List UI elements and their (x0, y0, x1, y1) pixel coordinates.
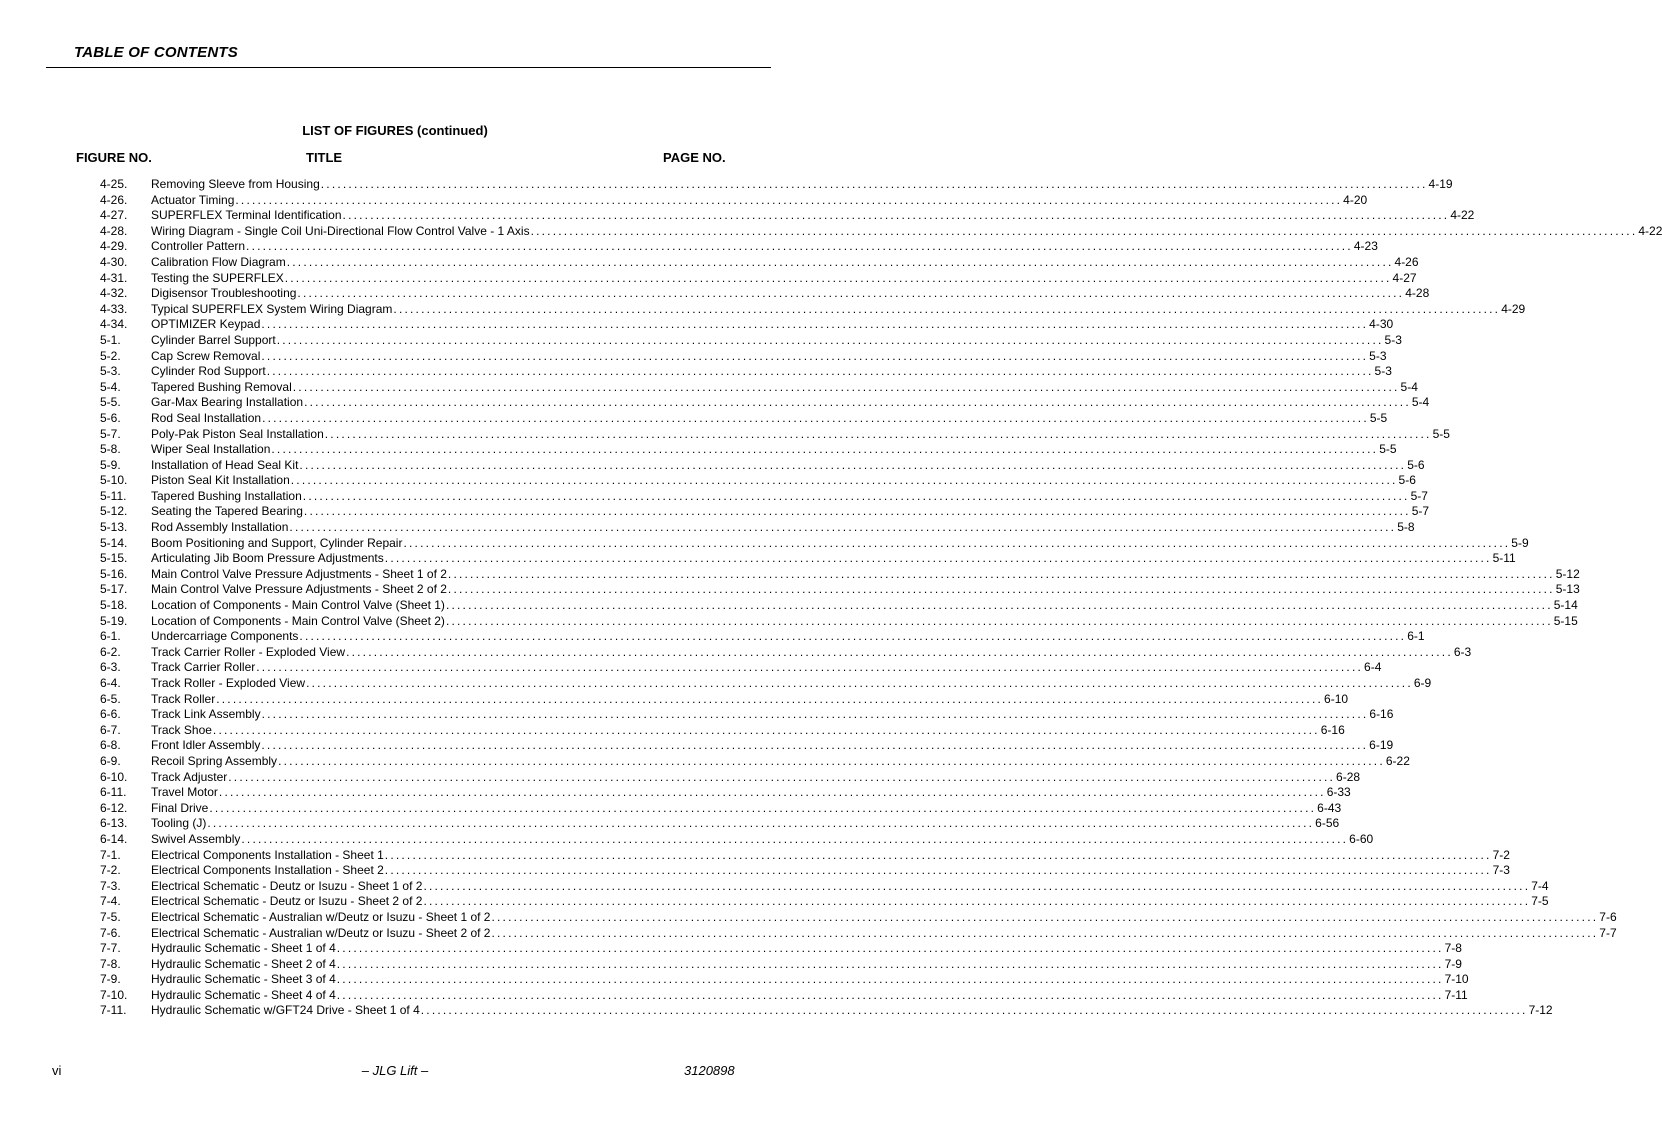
figure-entry[interactable] (100, 317, 1394, 333)
dot-leader: ........................................................................................................................................................................................................ (261, 707, 1369, 722)
figure-title: Cap Screw Removal (151, 348, 261, 363)
dot-leader: ........................................................................................................................................................................................................ (207, 816, 1315, 831)
figure-title: Hydraulic Schematic - Sheet 1 of 4 (151, 941, 336, 956)
figure-title: Typical SUPERFLEX System Wiring Diagram (151, 301, 393, 316)
figure-title: Poly-Pak Piston Seal Installation (151, 426, 324, 441)
page-header-title: TABLE OF CONTENTS (74, 44, 238, 61)
figure-number: 4-31. (100, 270, 128, 285)
figure-number: 4-30. (100, 254, 128, 269)
figure-page: 4-20 (1343, 192, 1368, 207)
figure-entry[interactable] (100, 286, 1430, 302)
figure-page: 4-19 (1428, 177, 1453, 191)
dot-leader: ........................................................................................................................................................................................................ (212, 722, 1320, 737)
header-divider (46, 67, 771, 68)
figure-number: 5-12. (100, 504, 128, 519)
dot-leader: ........................................................................................................................................................................................................ (445, 613, 1553, 628)
figure-number: 6-10. (100, 769, 128, 784)
figure-page: 5-4 (1400, 379, 1418, 394)
figure-title: Tooling (J) (151, 816, 207, 831)
figure-page: 5-6 (1398, 473, 1416, 488)
figure-page: 6-3 (1453, 644, 1472, 659)
dot-leader: ........................................................................................................................................................................................................ (491, 925, 1599, 940)
figure-entry[interactable] (100, 613, 1578, 630)
figure-title: Electrical Components Installation - Sheet 2 (151, 863, 384, 878)
figure-title: Track Shoe (151, 722, 212, 737)
figure-page: 5-3 (1384, 332, 1402, 347)
figure-entry[interactable] (100, 816, 1340, 832)
figure-title: Electrical Schematic - Deutz or Isuzu - Sheet 1 of 2 (151, 878, 423, 893)
figure-page: 4-22 (1450, 208, 1475, 223)
dot-leader: ........................................................................................................................................................................................................ (342, 208, 1450, 223)
dot-leader: ........................................................................................................................................................................................................ (271, 442, 1379, 457)
column-header-page: PAGE NO. (663, 150, 726, 165)
dot-leader: ........................................................................................................................................................................................................ (209, 800, 1317, 815)
figure-page: 7-2 (1492, 847, 1510, 862)
figure-title: Electrical Schematic - Deutz or Isuzu - Sheet 2 of 2 (151, 894, 423, 909)
dot-leader: ........................................................................................................................................................................................................ (423, 878, 1531, 893)
figure-title: Rod Assembly Installation (151, 520, 289, 535)
figure-number: 6-13. (100, 816, 128, 831)
figure-entry[interactable] (100, 925, 1617, 942)
figure-number: 4-34. (100, 317, 128, 332)
dot-leader: ........................................................................................................................................................................................................ (336, 941, 1444, 956)
figure-page: 6-33 (1326, 785, 1351, 800)
figure-entry[interactable] (100, 254, 1419, 271)
footer-document-number: 3120898 (684, 1063, 735, 1078)
figure-title: Electrical Schematic - Australian w/Deutz or Isuzu - Sheet 2 of 2 (151, 925, 491, 940)
dot-leader: ........................................................................................................................................................................................................ (235, 192, 1343, 207)
figure-page: 6-28 (1336, 769, 1361, 784)
dot-leader: ........................................................................................................................................................................................................ (384, 863, 1492, 878)
dot-leader: ........................................................................................................................................................................................................ (241, 831, 1349, 846)
figure-page: 6-1 (1407, 629, 1425, 644)
figure-entry[interactable] (100, 738, 1394, 754)
figure-number: 4-33. (100, 301, 128, 316)
dot-leader: ........................................................................................................................................................................................................ (284, 270, 1392, 285)
figure-entry[interactable] (100, 598, 1578, 614)
dot-leader: ........................................................................................................................................................................................................ (530, 223, 1638, 238)
dot-leader: ........................................................................................................................................................................................................ (324, 426, 1432, 441)
figure-title: Swivel Assembly (151, 831, 241, 846)
dot-leader: ........................................................................................................................................................................................................ (266, 364, 1374, 379)
dot-leader: ........................................................................................................................................................................................................ (304, 395, 1411, 410)
figure-page: 7-11 (1444, 987, 1468, 1002)
figure-title: Hydraulic Schematic - Sheet 4 of 4 (151, 987, 336, 1002)
figure-page: 7-10 (1444, 972, 1469, 987)
figure-page: 5-14 (1553, 598, 1578, 613)
figure-title: Tapered Bushing Installation (151, 488, 302, 503)
figure-title: Hydraulic Schematic w/GFT24 Drive - Sheet 1 of 4 (151, 1003, 420, 1018)
figure-title: Calibration Flow Diagram (151, 254, 286, 269)
figure-title: Main Control Valve Pressure Adjustments - Sheet 2 of 2 (151, 582, 447, 597)
dot-leader: ........................................................................................................................................................................................................ (261, 348, 1369, 363)
figure-page: 4-29 (1501, 301, 1526, 316)
figure-title: Recoil Spring Assembly (151, 753, 278, 768)
figure-entry[interactable] (100, 442, 1397, 458)
figure-title: Controller Pattern (151, 239, 246, 254)
figure-title: Track Adjuster (151, 769, 228, 784)
figure-number: 6-4. (100, 676, 121, 690)
figure-title: Hydraulic Schematic - Sheet 2 of 4 (151, 956, 336, 971)
dot-leader: ........................................................................................................................................................................................................ (303, 504, 1411, 519)
dot-leader: ........................................................................................................................................................................................................ (290, 473, 1398, 488)
dot-leader: ........................................................................................................................................................................................................ (420, 1003, 1528, 1018)
figure-entry[interactable] (100, 800, 1342, 817)
figure-number: 5-10. (100, 473, 128, 488)
figure-page: 5-6 (1407, 457, 1425, 472)
figure-number: 5-16. (100, 566, 128, 581)
figure-entry[interactable] (100, 707, 1394, 723)
figure-entry[interactable] (100, 395, 1430, 411)
figure-entry[interactable] (100, 566, 1580, 583)
figure-page: 4-23 (1353, 239, 1378, 254)
figure-title: Piston Seal Kit Installation (151, 473, 290, 488)
figure-number: 5-17. (100, 582, 128, 597)
figure-entry[interactable] (100, 223, 1662, 240)
figure-entry[interactable] (100, 769, 1361, 786)
figure-entry[interactable] (100, 208, 1475, 224)
figure-entry[interactable] (100, 301, 1526, 318)
dot-leader: ........................................................................................................................................................................................................ (261, 317, 1369, 332)
figure-entry[interactable] (100, 348, 1387, 365)
dot-leader: ........................................................................................................................................................................................................ (292, 379, 1400, 394)
figure-number: 7-9. (100, 972, 121, 987)
figure-number: 6-1. (100, 629, 121, 644)
figure-entry[interactable] (100, 941, 1462, 957)
figure-title: Electrical Components Installation - Sheet 1 (151, 847, 384, 862)
figure-entry[interactable] (100, 847, 1510, 864)
figure-number: 6-14. (100, 831, 128, 846)
dot-leader: ........................................................................................................................................................................................................ (228, 769, 1336, 784)
figure-page: 5-15 (1553, 613, 1578, 628)
figure-page: 5-3 (1374, 364, 1392, 379)
figure-page: 4-28 (1405, 286, 1430, 301)
figure-title: Wiring Diagram - Single Coil Uni-Directional Flow Control Valve - 1 Axis (151, 223, 530, 238)
figure-title: Track Carrier Roller - Exploded View (151, 644, 346, 659)
figure-entry[interactable] (100, 488, 1428, 505)
figure-number: 6-2. (100, 644, 121, 659)
figure-entry[interactable] (100, 660, 1382, 676)
figure-number: 7-4. (100, 894, 121, 909)
figure-number: 5-9. (100, 457, 121, 472)
figure-number: 5-7. (100, 426, 121, 441)
dot-leader: ........................................................................................................................................................................................................ (286, 254, 1394, 269)
dot-leader: ........................................................................................................................................................................................................ (276, 332, 1384, 347)
dot-leader: ........................................................................................................................................................................................................ (297, 286, 1405, 301)
figure-title: Actuator Timing (151, 192, 235, 207)
figure-number: 5-4. (100, 379, 121, 394)
figure-entry[interactable] (100, 676, 1432, 692)
list-title: LIST OF FIGURES (continued) (302, 123, 488, 138)
figure-title: Seating the Tapered Bearing (151, 504, 303, 519)
figure-entry[interactable] (100, 894, 1549, 910)
figure-entry[interactable] (100, 379, 1418, 396)
figure-page: 5-5 (1369, 410, 1388, 425)
figure-title: Gar-Max Bearing Installation (151, 395, 304, 410)
dot-leader: ........................................................................................................................................................................................................ (447, 566, 1555, 581)
figure-number: 6-7. (100, 722, 121, 737)
dot-leader: ........................................................................................................................................................................................................ (218, 785, 1326, 800)
figure-entry[interactable] (100, 504, 1430, 520)
figure-entry[interactable] (100, 239, 1378, 255)
figure-number: 5-19. (100, 613, 128, 628)
figure-page: 7-4 (1531, 878, 1549, 893)
figure-page: 6-9 (1413, 676, 1432, 690)
figure-number: 5-18. (100, 598, 128, 613)
figure-number: 4-26. (100, 192, 128, 207)
dot-leader: ........................................................................................................................................................................................................ (384, 847, 1492, 862)
figure-page: 6-19 (1369, 738, 1394, 753)
figure-number: 5-13. (100, 520, 128, 535)
dot-leader: ........................................................................................................................................................................................................ (261, 738, 1369, 753)
figure-entry[interactable] (100, 457, 1425, 474)
figure-page: 6-60 (1349, 831, 1374, 846)
footer-page-number: vi (52, 1063, 62, 1078)
figure-title: Front Idler Assembly (151, 738, 261, 753)
figure-number: 5-6. (100, 410, 121, 425)
figure-title: Rod Seal Installation (151, 410, 262, 425)
figure-page: 4-22 (1638, 223, 1662, 238)
figure-number: 5-11. (100, 488, 127, 503)
figure-number: 4-27. (100, 208, 128, 223)
figure-title: SUPERFLEX Terminal Identification (151, 208, 342, 223)
figure-page: 6-10 (1324, 691, 1349, 706)
figure-title: Cylinder Rod Support (151, 364, 266, 379)
figure-page: 4-30 (1369, 317, 1394, 332)
figure-title: Boom Positioning and Support, Cylinder Repair (151, 535, 403, 550)
figure-page: 7-6 (1599, 909, 1617, 924)
figure-entry[interactable] (100, 691, 1349, 708)
figure-title: Location of Components - Main Control Valve (Sheet 2) (151, 613, 445, 628)
figure-title: Travel Motor (151, 785, 218, 800)
figure-entry[interactable] (100, 520, 1415, 536)
figure-number: 7-2. (100, 863, 121, 878)
figure-number: 7-3. (100, 878, 121, 893)
figure-number: 7-10. (100, 987, 128, 1002)
figure-title: Track Roller (151, 691, 216, 706)
figure-title: Articulating Jib Boom Pressure Adjustments (151, 551, 384, 566)
figure-page: 6-4 (1364, 660, 1382, 675)
figure-number: 6-12. (100, 800, 128, 815)
figure-entry[interactable] (100, 753, 1410, 770)
figure-entry[interactable] (100, 644, 1472, 661)
figure-page: 6-43 (1317, 800, 1342, 815)
figure-page: 4-27 (1392, 270, 1417, 285)
figure-number: 5-2. (100, 348, 121, 363)
figure-page: 7-9 (1444, 956, 1462, 971)
figure-page: 7-5 (1531, 894, 1549, 909)
figure-number: 4-29. (100, 239, 128, 254)
figure-entry[interactable] (100, 1003, 1553, 1019)
dot-leader: ........................................................................................................................................................................................................ (278, 753, 1385, 768)
figure-number: 5-14. (100, 535, 128, 550)
figure-title: Location of Components - Main Control Valve (Sheet 1) (151, 598, 445, 613)
figure-number: 7-8. (100, 956, 121, 971)
figure-number: 4-25. (100, 177, 128, 191)
figure-entry[interactable] (100, 270, 1417, 287)
dot-leader: ........................................................................................................................................................................................................ (302, 488, 1410, 503)
figure-title: Tapered Bushing Removal (151, 379, 292, 394)
figure-entry[interactable] (100, 785, 1351, 801)
figure-entry[interactable] (100, 535, 1529, 552)
figure-entry[interactable] (100, 551, 1516, 567)
figure-page: 4-26 (1394, 254, 1419, 269)
figure-page: 7-8 (1444, 941, 1462, 956)
figure-number: 6-6. (100, 707, 121, 722)
figure-entry[interactable] (100, 987, 1468, 1004)
dot-leader: ........................................................................................................................................................................................................ (289, 520, 1397, 535)
figure-title: Final Drive (151, 800, 209, 815)
figure-entry[interactable] (100, 582, 1580, 598)
figure-number: 4-32. (100, 286, 128, 301)
figure-page: 5-4 (1411, 395, 1430, 410)
figure-entry[interactable] (100, 878, 1549, 895)
figure-entry[interactable] (100, 956, 1462, 973)
figure-number: 7-11. (100, 1003, 127, 1018)
dot-leader: ........................................................................................................................................................................................................ (445, 598, 1553, 613)
figure-entry[interactable] (100, 473, 1416, 489)
figure-page: 5-12 (1555, 566, 1580, 581)
footer-publisher: – JLG Lift – (361, 1063, 429, 1078)
figure-entry[interactable] (100, 863, 1510, 879)
figure-entry[interactable] (100, 722, 1345, 739)
figure-page: 5-9 (1511, 535, 1529, 550)
figure-number: 6-9. (100, 753, 121, 768)
figure-number: 7-6. (100, 925, 121, 940)
figure-page: 6-22 (1385, 753, 1410, 768)
figure-title: Removing Sleeve from Housing (151, 177, 320, 191)
figure-number: 6-5. (100, 691, 121, 706)
figure-page: 5-7 (1410, 488, 1428, 503)
figure-page: 7-7 (1599, 925, 1617, 940)
figure-number: 7-1. (100, 847, 121, 862)
figure-page: 5-3 (1369, 348, 1387, 363)
figure-number: 5-15. (100, 551, 128, 566)
figure-number: 7-7. (100, 941, 121, 956)
figure-page: 5-8 (1397, 520, 1415, 535)
figure-entry[interactable] (100, 410, 1388, 427)
dot-leader: ........................................................................................................................................................................................................ (393, 301, 1501, 316)
figure-page: 6-16 (1369, 707, 1394, 722)
figure-number: 5-3. (100, 364, 121, 379)
figure-entry[interactable] (100, 192, 1368, 209)
dot-leader: ........................................................................................................................................................................................................ (246, 239, 1353, 254)
dot-leader: ........................................................................................................................................................................................................ (306, 676, 1413, 690)
figure-entry[interactable] (100, 972, 1469, 988)
figure-page: 5-5 (1432, 426, 1450, 441)
figure-number: 5-1. (100, 332, 121, 347)
figure-entry[interactable] (100, 332, 1402, 349)
figure-list (100, 177, 1662, 1019)
dot-leader: ........................................................................................................................................................................................................ (384, 551, 1492, 566)
figure-number: 6-8. (100, 738, 121, 753)
column-header-title: TITLE (306, 150, 343, 165)
figure-title: Electrical Schematic - Australian w/Deutz or Isuzu - Sheet 1 of 2 (151, 909, 491, 924)
dot-leader: ........................................................................................................................................................................................................ (256, 660, 1364, 675)
dot-leader: ........................................................................................................................................................................................................ (423, 894, 1531, 909)
figure-page: 5-5 (1379, 442, 1397, 457)
dot-leader: ........................................................................................................................................................................................................ (403, 535, 1511, 550)
figure-title: Hydraulic Schematic - Sheet 3 of 4 (151, 972, 336, 987)
figure-page: 5-7 (1411, 504, 1430, 519)
figure-title: Undercarriage Components (151, 629, 299, 644)
figure-title: Cylinder Barrel Support (151, 332, 276, 347)
dot-leader: ........................................................................................................................................................................................................ (262, 410, 1369, 425)
figure-number: 7-5. (100, 909, 121, 924)
figure-entry[interactable] (100, 909, 1617, 926)
dot-leader: ........................................................................................................................................................................................................ (336, 972, 1444, 987)
figure-page: 6-56 (1315, 816, 1340, 831)
dot-leader: ........................................................................................................................................................................................................ (491, 909, 1599, 924)
dot-leader: ........................................................................................................................................................................................................ (346, 644, 1453, 659)
figure-page: 7-12 (1528, 1003, 1553, 1018)
dot-leader: ........................................................................................................................................................................................................ (299, 629, 1407, 644)
figure-title: Wiper Seal Installation (151, 442, 271, 457)
dot-leader: ........................................................................................................................................................................................................ (336, 987, 1444, 1002)
figure-number: 6-11. (100, 785, 127, 800)
figure-page: 5-13 (1555, 582, 1580, 597)
column-header-figure: FIGURE NO. (76, 150, 152, 165)
figure-title: Main Control Valve Pressure Adjustments - Sheet 1 of 2 (151, 566, 447, 581)
figure-page: 6-16 (1320, 722, 1345, 737)
figure-title: Installation of Head Seal Kit (151, 457, 299, 472)
figure-number: 6-3. (100, 660, 121, 675)
dot-leader: ........................................................................................................................................................................................................ (320, 177, 1428, 191)
dot-leader: ........................................................................................................................................................................................................ (336, 956, 1444, 971)
figure-number: 5-8. (100, 442, 121, 457)
dot-leader: ........................................................................................................................................................................................................ (299, 457, 1407, 472)
figure-entry[interactable] (100, 364, 1392, 380)
figure-entry[interactable] (100, 177, 1453, 193)
figure-page: 7-3 (1492, 863, 1510, 878)
figure-entry[interactable] (100, 831, 1374, 848)
figure-page: 5-11 (1492, 551, 1516, 566)
figure-title: Digisensor Troubleshooting (151, 286, 297, 301)
dot-leader: ........................................................................................................................................................................................................ (447, 582, 1555, 597)
figure-entry[interactable] (100, 426, 1450, 443)
figure-number: 5-5. (100, 395, 121, 410)
dot-leader: ........................................................................................................................................................................................................ (216, 691, 1324, 706)
figure-title: OPTIMIZER Keypad (151, 317, 261, 332)
figure-title: Testing the SUPERFLEX (151, 270, 284, 285)
figure-title: Track Carrier Roller (151, 660, 256, 675)
figure-title: Track Link Assembly (151, 707, 261, 722)
figure-title: Track Roller - Exploded View (151, 676, 306, 690)
figure-number: 4-28. (100, 223, 128, 238)
figure-entry[interactable] (100, 629, 1425, 645)
